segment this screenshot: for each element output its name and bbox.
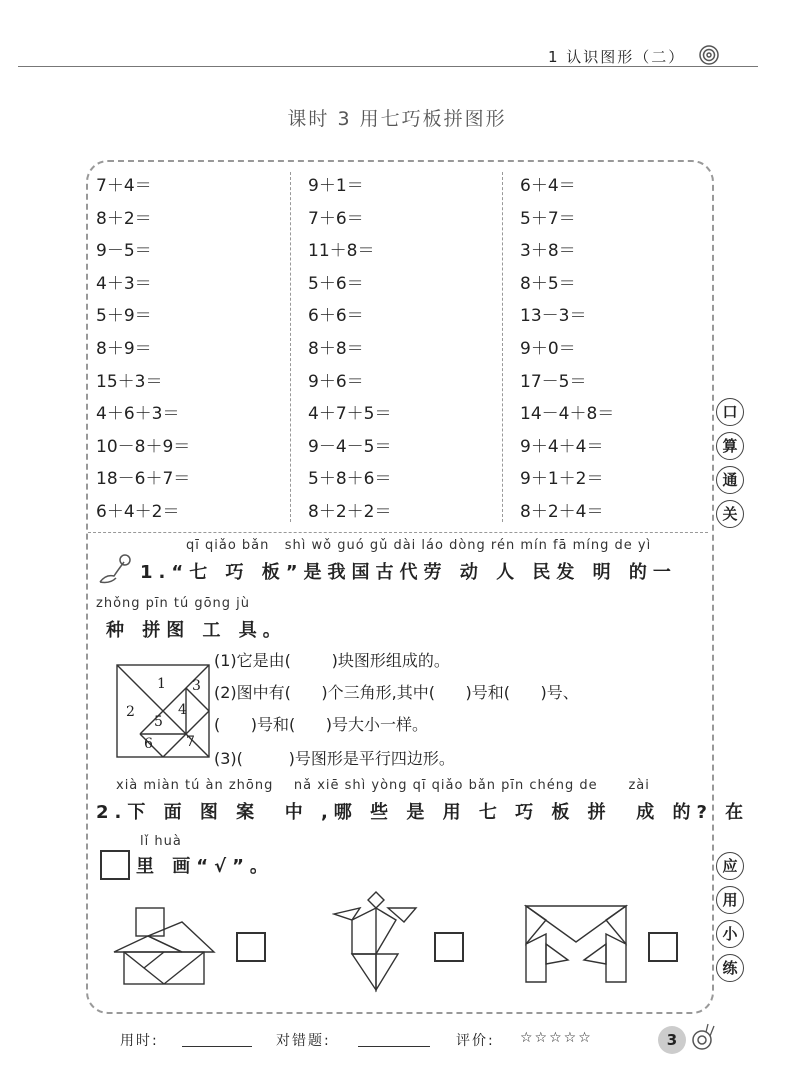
- equation: 13－3＝: [520, 306, 587, 327]
- side-char: 口: [716, 398, 744, 426]
- equation: 8＋2＋4＝: [520, 501, 604, 522]
- equation: 4＋7＋5＝: [308, 404, 392, 425]
- equation: 9＋4＋4＝: [520, 436, 604, 457]
- side-char: 通: [716, 466, 744, 494]
- equation: 15＋3＝: [96, 371, 163, 392]
- equation: 9－4－5＝: [308, 436, 392, 457]
- equation: 8＋2＝: [96, 208, 152, 229]
- equation: 8＋8＝: [308, 338, 364, 359]
- section-divider: [88, 532, 708, 533]
- tangram-label: 1: [157, 676, 166, 692]
- equation: 5＋9＝: [96, 306, 152, 327]
- side-char: 应: [716, 852, 744, 880]
- equation: 9－5＝: [96, 241, 152, 262]
- tangram-label: 3: [192, 678, 201, 694]
- page-title: 课时 3 用七巧板拼图形: [287, 108, 507, 130]
- pin-icon: [96, 552, 134, 588]
- answer-box-3[interactable]: [648, 932, 678, 962]
- side-char: 小: [716, 920, 744, 948]
- side-label-application: [716, 852, 746, 988]
- q1-sub-2a: (2)图中有( )个三角形,其中( )号和( )号、: [214, 683, 579, 702]
- equation: 17－5＝: [520, 371, 587, 392]
- tangram-m-figure: [524, 904, 628, 984]
- q1-sub-3: (3)( )号图形是平行四边形。: [214, 749, 455, 768]
- equation: 3＋8＝: [520, 241, 576, 262]
- equation: 5＋6＝: [308, 273, 364, 294]
- equation: 10－8＋9＝: [96, 436, 191, 457]
- equation: 7＋6＝: [308, 208, 364, 229]
- calc-column-2: [308, 170, 391, 529]
- time-label: 用时:: [120, 1033, 159, 1049]
- equation: 9＋1＝: [308, 176, 364, 196]
- equation: 7＋4＝: [96, 176, 152, 196]
- chapter-header: 1 认识图形（二）: [548, 48, 686, 66]
- equation: 4＋6＋3＝: [96, 404, 180, 425]
- equation: 5＋7＝: [520, 208, 576, 229]
- q1-sub-1: (1)它是由( )块图形组成的。: [214, 651, 450, 670]
- page-number: 3: [658, 1026, 686, 1054]
- snail-icon: [690, 1022, 718, 1052]
- q1-sub-2b: ( )号和( )号大小一样。: [214, 715, 429, 734]
- calc-column-1: [96, 170, 190, 529]
- errors-blank[interactable]: [358, 1046, 430, 1047]
- answer-box-2[interactable]: [434, 932, 464, 962]
- equation: 6＋4＋2＝: [96, 501, 180, 522]
- column-divider: [290, 172, 291, 522]
- answer-box-sample: [100, 850, 130, 880]
- tangram-label: 2: [126, 704, 135, 720]
- side-char: 用: [716, 886, 744, 914]
- equation: 9＋0＝: [520, 338, 576, 359]
- q1-pinyin-2: zhǒng pīn tú gōng jù: [96, 596, 251, 611]
- time-blank[interactable]: [182, 1046, 252, 1047]
- q1-pinyin-1: qī qiǎo bǎn shì wǒ guó gǔ dài láo dòng rén mín fā míng de yì: [186, 538, 652, 553]
- equation: 14－4＋8＝: [520, 404, 615, 425]
- tangram-figure-person: [332, 890, 418, 994]
- equation: 6＋4＝: [520, 176, 576, 196]
- column-divider: [502, 172, 503, 522]
- side-char: 练: [716, 954, 744, 982]
- equation: 5＋8＋6＝: [308, 469, 392, 490]
- header-rule: [18, 66, 758, 67]
- q2-line-2: 里 画“√”。: [136, 856, 274, 877]
- tangram-label: 4: [178, 702, 187, 718]
- calc-column-3: [520, 170, 614, 529]
- side-char: 算: [716, 432, 744, 460]
- tangram-label: 7: [186, 734, 195, 750]
- answer-box-1[interactable]: [236, 932, 266, 962]
- equation: 9＋1＋2＝: [520, 469, 604, 490]
- equation: 4＋3＝: [96, 273, 152, 294]
- errors-label: 对错题:: [276, 1033, 331, 1049]
- side-label-oral-calc: [716, 398, 746, 534]
- rating-stars[interactable]: ☆☆☆☆☆: [520, 1030, 593, 1046]
- q2-pinyin-2: lǐ huà: [140, 834, 182, 849]
- tangram-house-figure: [112, 906, 216, 986]
- equation: 11＋8＝: [308, 241, 375, 262]
- equation: 8＋2＋2＝: [308, 501, 392, 522]
- side-char: 关: [716, 500, 744, 528]
- q2-line-1: 2.下 面 图 案 中 ,哪 些 是 用 七 巧 板 拼 成 的? 在: [96, 802, 750, 823]
- q1-line-1: 1.“七 巧 板”是我国古代劳 动 人 民发 明 的一: [140, 562, 677, 583]
- equation: 6＋6＝: [308, 306, 364, 327]
- q1-line-2: 种 拼图 工 具。: [106, 620, 287, 641]
- equation: 9＋6＝: [308, 371, 364, 392]
- q2-pinyin-1: xià miàn tú àn zhōng nǎ xiē shì yòng qī qiǎo bǎn pīn chéng de zài: [116, 778, 650, 793]
- tangram-label: 6: [144, 736, 153, 752]
- tangram-square: [116, 664, 210, 758]
- spiral-icon: [698, 44, 720, 66]
- equation: 8＋5＝: [520, 273, 576, 294]
- equation: 8＋9＝: [96, 338, 152, 359]
- equation: 18－6＋7＝: [96, 469, 191, 490]
- rating-label: 评价:: [456, 1033, 495, 1049]
- tangram-label: 5: [154, 714, 163, 730]
